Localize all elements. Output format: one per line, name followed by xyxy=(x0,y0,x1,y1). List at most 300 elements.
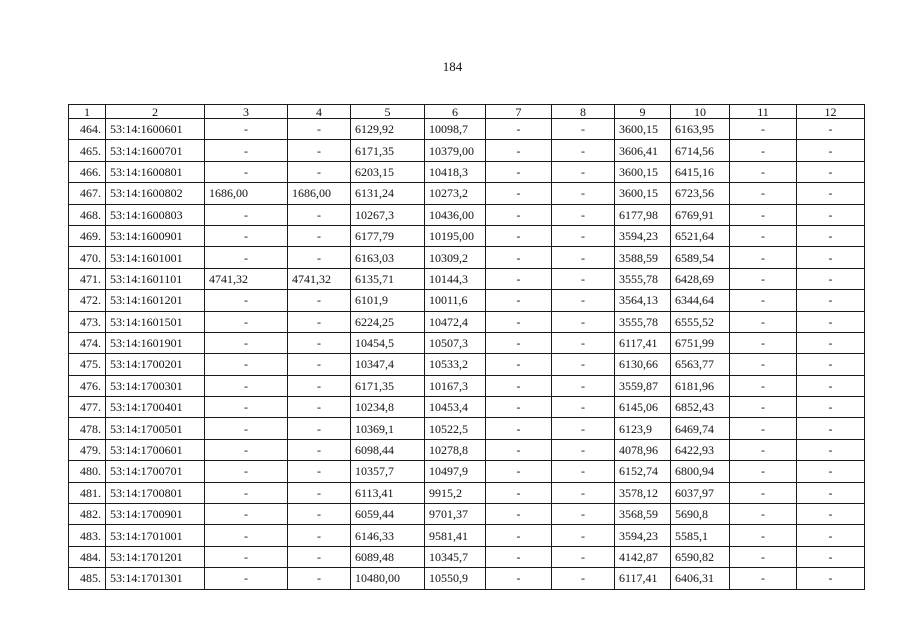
row-number-cell: 477. xyxy=(69,397,106,418)
table-cell: - xyxy=(205,482,288,503)
table-cell: - xyxy=(552,290,615,311)
table-cell: 10347,4 xyxy=(351,354,425,375)
table-cell: - xyxy=(486,119,552,140)
table-cell: - xyxy=(552,183,615,204)
table-cell: 1686,00 xyxy=(205,183,288,204)
table-cell: - xyxy=(730,204,797,225)
table-cell: 6135,71 xyxy=(351,268,425,289)
cadastral-number-cell: 53:14:1601201 xyxy=(106,290,205,311)
column-header-9: 9 xyxy=(615,105,671,119)
table-cell: - xyxy=(552,247,615,268)
table-cell: 6171,35 xyxy=(351,375,425,396)
table-cell: 10195,00 xyxy=(425,225,486,246)
table-row xyxy=(69,397,865,418)
table-row xyxy=(69,482,865,503)
table-cell: - xyxy=(797,247,865,268)
cadastral-number-cell: 53:14:1601901 xyxy=(106,332,205,353)
table-cell: 6171,35 xyxy=(351,140,425,161)
table-cell: - xyxy=(205,332,288,353)
row-number-cell: 475. xyxy=(69,354,106,375)
table-cell: - xyxy=(205,119,288,140)
cadastral-number-cell: 53:14:1700601 xyxy=(106,439,205,460)
table-row xyxy=(69,225,865,246)
table-cell: 6406,31 xyxy=(671,568,730,589)
table-cell: 10357,7 xyxy=(351,461,425,482)
table-cell: - xyxy=(205,397,288,418)
table-header xyxy=(69,105,865,119)
table-cell: - xyxy=(486,247,552,268)
table-cell: 4741,32 xyxy=(288,268,351,289)
table-cell: - xyxy=(486,225,552,246)
table-cell: 6555,52 xyxy=(671,311,730,332)
table-cell: - xyxy=(730,290,797,311)
table-cell: 6101,9 xyxy=(351,290,425,311)
row-number-cell: 470. xyxy=(69,247,106,268)
table-cell: - xyxy=(288,247,351,268)
table-cell: 10278,8 xyxy=(425,439,486,460)
table-cell: 3568,59 xyxy=(615,504,671,525)
table-cell: - xyxy=(552,439,615,460)
table-cell: - xyxy=(552,525,615,546)
table-cell: - xyxy=(730,183,797,204)
table-cell: 6769,91 xyxy=(671,204,730,225)
cadastral-number-cell: 53:14:1700201 xyxy=(106,354,205,375)
table-cell: - xyxy=(730,225,797,246)
row-number-cell: 469. xyxy=(69,225,106,246)
table-cell: - xyxy=(288,311,351,332)
table-cell: - xyxy=(486,439,552,460)
table-cell: - xyxy=(730,311,797,332)
table-cell: 6098,44 xyxy=(351,439,425,460)
row-number-cell: 474. xyxy=(69,332,106,353)
table-cell: 10273,2 xyxy=(425,183,486,204)
table-cell: 6469,74 xyxy=(671,418,730,439)
table-cell: - xyxy=(730,354,797,375)
table-cell: - xyxy=(288,354,351,375)
table-cell: - xyxy=(552,461,615,482)
table-row xyxy=(69,461,865,482)
table-cell: - xyxy=(552,482,615,503)
table-cell: 10453,4 xyxy=(425,397,486,418)
table-cell: - xyxy=(730,332,797,353)
table-cell: 6130,66 xyxy=(615,354,671,375)
table-cell: 6177,98 xyxy=(615,204,671,225)
table-row xyxy=(69,140,865,161)
cadastral-number-cell: 53:14:1601501 xyxy=(106,311,205,332)
table-cell: - xyxy=(797,482,865,503)
table-cell: 6422,93 xyxy=(671,439,730,460)
table-cell: 10497,9 xyxy=(425,461,486,482)
table-cell: 10267,3 xyxy=(351,204,425,225)
table-cell: - xyxy=(205,546,288,567)
table-cell: - xyxy=(552,568,615,589)
table-cell: - xyxy=(552,418,615,439)
table-cell: - xyxy=(486,418,552,439)
table-cell: 3606,41 xyxy=(615,140,671,161)
table-cell: 10522,5 xyxy=(425,418,486,439)
table-cell: 6059,44 xyxy=(351,504,425,525)
table-cell: - xyxy=(797,119,865,140)
table-cell: 10480,00 xyxy=(351,568,425,589)
table-row xyxy=(69,504,865,525)
table-cell: 10144,3 xyxy=(425,268,486,289)
table-cell: 10167,3 xyxy=(425,375,486,396)
table-cell: 6428,69 xyxy=(671,268,730,289)
table-cell: - xyxy=(205,461,288,482)
table-cell: 6563,77 xyxy=(671,354,730,375)
table-cell: - xyxy=(288,119,351,140)
table-cell: - xyxy=(552,332,615,353)
table-cell: 6521,64 xyxy=(671,225,730,246)
table-cell: - xyxy=(486,354,552,375)
table-cell: - xyxy=(797,504,865,525)
table-cell: - xyxy=(486,482,552,503)
table-cell: 6129,92 xyxy=(351,119,425,140)
column-header-10: 10 xyxy=(671,105,730,119)
table-cell: 10436,00 xyxy=(425,204,486,225)
table-cell: - xyxy=(730,397,797,418)
table-cell: 10507,3 xyxy=(425,332,486,353)
table-cell: 10011,6 xyxy=(425,290,486,311)
table-cell: - xyxy=(205,354,288,375)
table-cell: - xyxy=(486,375,552,396)
column-header-3: 3 xyxy=(205,105,288,119)
table-cell: - xyxy=(797,140,865,161)
table-cell: - xyxy=(730,375,797,396)
table-cell: 6145,06 xyxy=(615,397,671,418)
column-header-11: 11 xyxy=(730,105,797,119)
table-row xyxy=(69,247,865,268)
column-header-1: 1 xyxy=(69,105,106,119)
cadastral-number-cell: 53:14:1600901 xyxy=(106,225,205,246)
table-cell: - xyxy=(730,140,797,161)
header-row xyxy=(69,105,865,119)
table-cell: - xyxy=(486,568,552,589)
table-cell: - xyxy=(288,482,351,503)
row-number-cell: 471. xyxy=(69,268,106,289)
table-cell: - xyxy=(730,161,797,182)
table-cell: 3588,59 xyxy=(615,247,671,268)
row-number-cell: 482. xyxy=(69,504,106,525)
table-cell: 3578,12 xyxy=(615,482,671,503)
row-number-cell: 476. xyxy=(69,375,106,396)
row-number-cell: 481. xyxy=(69,482,106,503)
column-header-2: 2 xyxy=(106,105,205,119)
cadastral-number-cell: 53:14:1601001 xyxy=(106,247,205,268)
table-cell: - xyxy=(552,204,615,225)
table-cell: 10098,7 xyxy=(425,119,486,140)
row-number-cell: 464. xyxy=(69,119,106,140)
table-cell: 9581,41 xyxy=(425,525,486,546)
table-cell: - xyxy=(486,183,552,204)
table-cell: 10234,8 xyxy=(351,397,425,418)
table-cell: 6117,41 xyxy=(615,332,671,353)
table-cell: - xyxy=(205,439,288,460)
table-cell: - xyxy=(486,504,552,525)
table-cell: - xyxy=(552,225,615,246)
cadastral-number-cell: 53:14:1700801 xyxy=(106,482,205,503)
table-cell: - xyxy=(288,140,351,161)
table-cell: - xyxy=(730,119,797,140)
table-row xyxy=(69,375,865,396)
table-cell: 10533,2 xyxy=(425,354,486,375)
table-cell: - xyxy=(288,375,351,396)
table-cell: 6163,03 xyxy=(351,247,425,268)
table-cell: - xyxy=(552,268,615,289)
table-cell: - xyxy=(552,161,615,182)
table-cell: 9915,2 xyxy=(425,482,486,503)
table-cell: 4078,96 xyxy=(615,439,671,460)
table-cell: 3555,78 xyxy=(615,268,671,289)
table-cell: - xyxy=(205,204,288,225)
row-number-cell: 467. xyxy=(69,183,106,204)
table-cell: 3559,87 xyxy=(615,375,671,396)
column-header-12: 12 xyxy=(797,105,865,119)
table-cell: - xyxy=(552,546,615,567)
table-cell: - xyxy=(552,140,615,161)
table-cell: - xyxy=(205,568,288,589)
table-cell: 6800,94 xyxy=(671,461,730,482)
cadastral-number-cell: 53:14:1701301 xyxy=(106,568,205,589)
table-cell: 5585,1 xyxy=(671,525,730,546)
table-cell: - xyxy=(730,568,797,589)
table-cell: - xyxy=(288,204,351,225)
table-cell: - xyxy=(730,439,797,460)
table-cell: - xyxy=(486,290,552,311)
table-row xyxy=(69,568,865,589)
table-cell: 4741,32 xyxy=(205,268,288,289)
table-cell: - xyxy=(730,546,797,567)
table-cell: - xyxy=(730,247,797,268)
table-cell: - xyxy=(797,290,865,311)
table-cell: 3594,23 xyxy=(615,225,671,246)
table-cell: - xyxy=(288,525,351,546)
table-cell: - xyxy=(797,354,865,375)
table-cell: 6344,64 xyxy=(671,290,730,311)
data-table xyxy=(68,104,865,590)
table-cell: - xyxy=(288,418,351,439)
table-cell: - xyxy=(797,397,865,418)
table-row xyxy=(69,439,865,460)
table-cell: - xyxy=(288,461,351,482)
cadastral-number-cell: 53:14:1701001 xyxy=(106,525,205,546)
table-cell: - xyxy=(486,311,552,332)
table-cell: 6714,56 xyxy=(671,140,730,161)
table-cell: 3600,15 xyxy=(615,161,671,182)
table-row xyxy=(69,290,865,311)
cadastral-number-cell: 53:14:1600801 xyxy=(106,161,205,182)
cadastral-number-cell: 53:14:1600803 xyxy=(106,204,205,225)
table-cell: - xyxy=(797,183,865,204)
row-number-cell: 466. xyxy=(69,161,106,182)
table-cell: 6037,97 xyxy=(671,482,730,503)
column-header-8: 8 xyxy=(552,105,615,119)
table-row xyxy=(69,546,865,567)
table-cell: 6181,96 xyxy=(671,375,730,396)
table-cell: - xyxy=(288,397,351,418)
table-cell: 10472,4 xyxy=(425,311,486,332)
table-cell: - xyxy=(288,568,351,589)
table-cell: - xyxy=(486,397,552,418)
row-number-cell: 472. xyxy=(69,290,106,311)
table-cell: - xyxy=(205,525,288,546)
table-cell: - xyxy=(205,290,288,311)
table-row xyxy=(69,183,865,204)
cadastral-number-cell: 53:14:1600701 xyxy=(106,140,205,161)
page-number: 184 xyxy=(442,59,463,74)
table-row xyxy=(69,418,865,439)
table-cell: 4142,87 xyxy=(615,546,671,567)
table-cell: 3600,15 xyxy=(615,119,671,140)
table-cell: - xyxy=(797,225,865,246)
table-cell: 10550,9 xyxy=(425,568,486,589)
table-row xyxy=(69,204,865,225)
table-cell: 6224,25 xyxy=(351,311,425,332)
table-cell: 3600,15 xyxy=(615,183,671,204)
table-cell: - xyxy=(205,225,288,246)
row-number-cell: 468. xyxy=(69,204,106,225)
table-cell: - xyxy=(205,375,288,396)
table-cell: 6152,74 xyxy=(615,461,671,482)
table-cell: 6123,9 xyxy=(615,418,671,439)
table-cell: 10418,3 xyxy=(425,161,486,182)
row-number-cell: 483. xyxy=(69,525,106,546)
cadastral-number-cell: 53:14:1700501 xyxy=(106,418,205,439)
cadastral-number-cell: 53:14:1700301 xyxy=(106,375,205,396)
table-cell: - xyxy=(552,504,615,525)
table-cell: - xyxy=(730,418,797,439)
table-cell: 6117,41 xyxy=(615,568,671,589)
table-row xyxy=(69,268,865,289)
table-cell: - xyxy=(797,418,865,439)
table-cell: - xyxy=(205,140,288,161)
table-cell: - xyxy=(205,418,288,439)
table-row xyxy=(69,332,865,353)
table-cell: 5690,8 xyxy=(671,504,730,525)
table-cell: - xyxy=(486,461,552,482)
table-row xyxy=(69,311,865,332)
table-cell: 3555,78 xyxy=(615,311,671,332)
table-cell: - xyxy=(205,311,288,332)
table-cell: 6723,56 xyxy=(671,183,730,204)
cadastral-number-cell: 53:14:1700701 xyxy=(106,461,205,482)
column-header-6: 6 xyxy=(425,105,486,119)
table-cell: 3594,23 xyxy=(615,525,671,546)
table-cell: - xyxy=(552,119,615,140)
table-cell: 6089,48 xyxy=(351,546,425,567)
table-cell: - xyxy=(730,482,797,503)
row-number-cell: 484. xyxy=(69,546,106,567)
table-cell: - xyxy=(486,161,552,182)
table-cell: - xyxy=(486,525,552,546)
table-cell: - xyxy=(552,375,615,396)
table-cell: 3564,13 xyxy=(615,290,671,311)
cadastral-number-cell: 53:14:1700401 xyxy=(106,397,205,418)
table-cell: 6113,41 xyxy=(351,482,425,503)
table-cell: - xyxy=(730,461,797,482)
table-cell: 6590,82 xyxy=(671,546,730,567)
table-cell: - xyxy=(288,332,351,353)
table-cell: 6163,95 xyxy=(671,119,730,140)
table-row xyxy=(69,161,865,182)
table-cell: - xyxy=(797,268,865,289)
table-cell: - xyxy=(797,461,865,482)
table-cell: - xyxy=(205,161,288,182)
table-cell: 10379,00 xyxy=(425,140,486,161)
row-number-cell: 478. xyxy=(69,418,106,439)
table-cell: - xyxy=(288,161,351,182)
cadastral-number-cell: 53:14:1701201 xyxy=(106,546,205,567)
row-number-cell: 479. xyxy=(69,439,106,460)
table-cell: 6589,54 xyxy=(671,247,730,268)
cadastral-number-cell: 53:14:1600601 xyxy=(106,119,205,140)
table-cell: - xyxy=(205,504,288,525)
table-cell: - xyxy=(797,525,865,546)
table-cell: 9701,37 xyxy=(425,504,486,525)
table-cell: 6852,43 xyxy=(671,397,730,418)
table-row xyxy=(69,354,865,375)
table-cell: 6146,33 xyxy=(351,525,425,546)
cadastral-number-cell: 53:14:1700901 xyxy=(106,504,205,525)
cadastral-number-cell: 53:14:1600802 xyxy=(106,183,205,204)
table-cell: 6203,15 xyxy=(351,161,425,182)
table-cell: - xyxy=(205,247,288,268)
table-cell: - xyxy=(486,332,552,353)
column-header-7: 7 xyxy=(486,105,552,119)
table-cell: - xyxy=(797,546,865,567)
table-cell: - xyxy=(797,332,865,353)
table-cell: - xyxy=(797,375,865,396)
table-cell: - xyxy=(288,290,351,311)
row-number-cell: 473. xyxy=(69,311,106,332)
row-number-cell: 465. xyxy=(69,140,106,161)
table-cell: 6131,24 xyxy=(351,183,425,204)
table-cell: 10345,7 xyxy=(425,546,486,567)
table-cell: - xyxy=(797,161,865,182)
table-cell: 10369,1 xyxy=(351,418,425,439)
column-header-5: 5 xyxy=(351,105,425,119)
table-cell: - xyxy=(797,439,865,460)
table-row xyxy=(69,525,865,546)
table-cell: 6177,79 xyxy=(351,225,425,246)
table-cell: - xyxy=(552,397,615,418)
row-number-cell: 485. xyxy=(69,568,106,589)
table-cell: - xyxy=(288,546,351,567)
table-cell: - xyxy=(797,204,865,225)
table-body xyxy=(69,119,865,590)
table-cell: - xyxy=(486,268,552,289)
table-cell: - xyxy=(486,140,552,161)
cadastral-number-cell: 53:14:1601101 xyxy=(106,268,205,289)
table-cell: - xyxy=(486,204,552,225)
table-cell: - xyxy=(288,504,351,525)
table-cell: - xyxy=(552,354,615,375)
table-cell: - xyxy=(797,568,865,589)
table-cell: - xyxy=(730,525,797,546)
table-row xyxy=(69,119,865,140)
table-cell: 6415,16 xyxy=(671,161,730,182)
table-cell: - xyxy=(730,268,797,289)
table-cell: - xyxy=(552,311,615,332)
table-cell: 6751,99 xyxy=(671,332,730,353)
table-cell: - xyxy=(288,439,351,460)
table-cell: - xyxy=(797,311,865,332)
table-cell: - xyxy=(288,225,351,246)
table-cell: - xyxy=(730,504,797,525)
table-cell: - xyxy=(486,546,552,567)
table-cell: 10309,2 xyxy=(425,247,486,268)
row-number-cell: 480. xyxy=(69,461,106,482)
